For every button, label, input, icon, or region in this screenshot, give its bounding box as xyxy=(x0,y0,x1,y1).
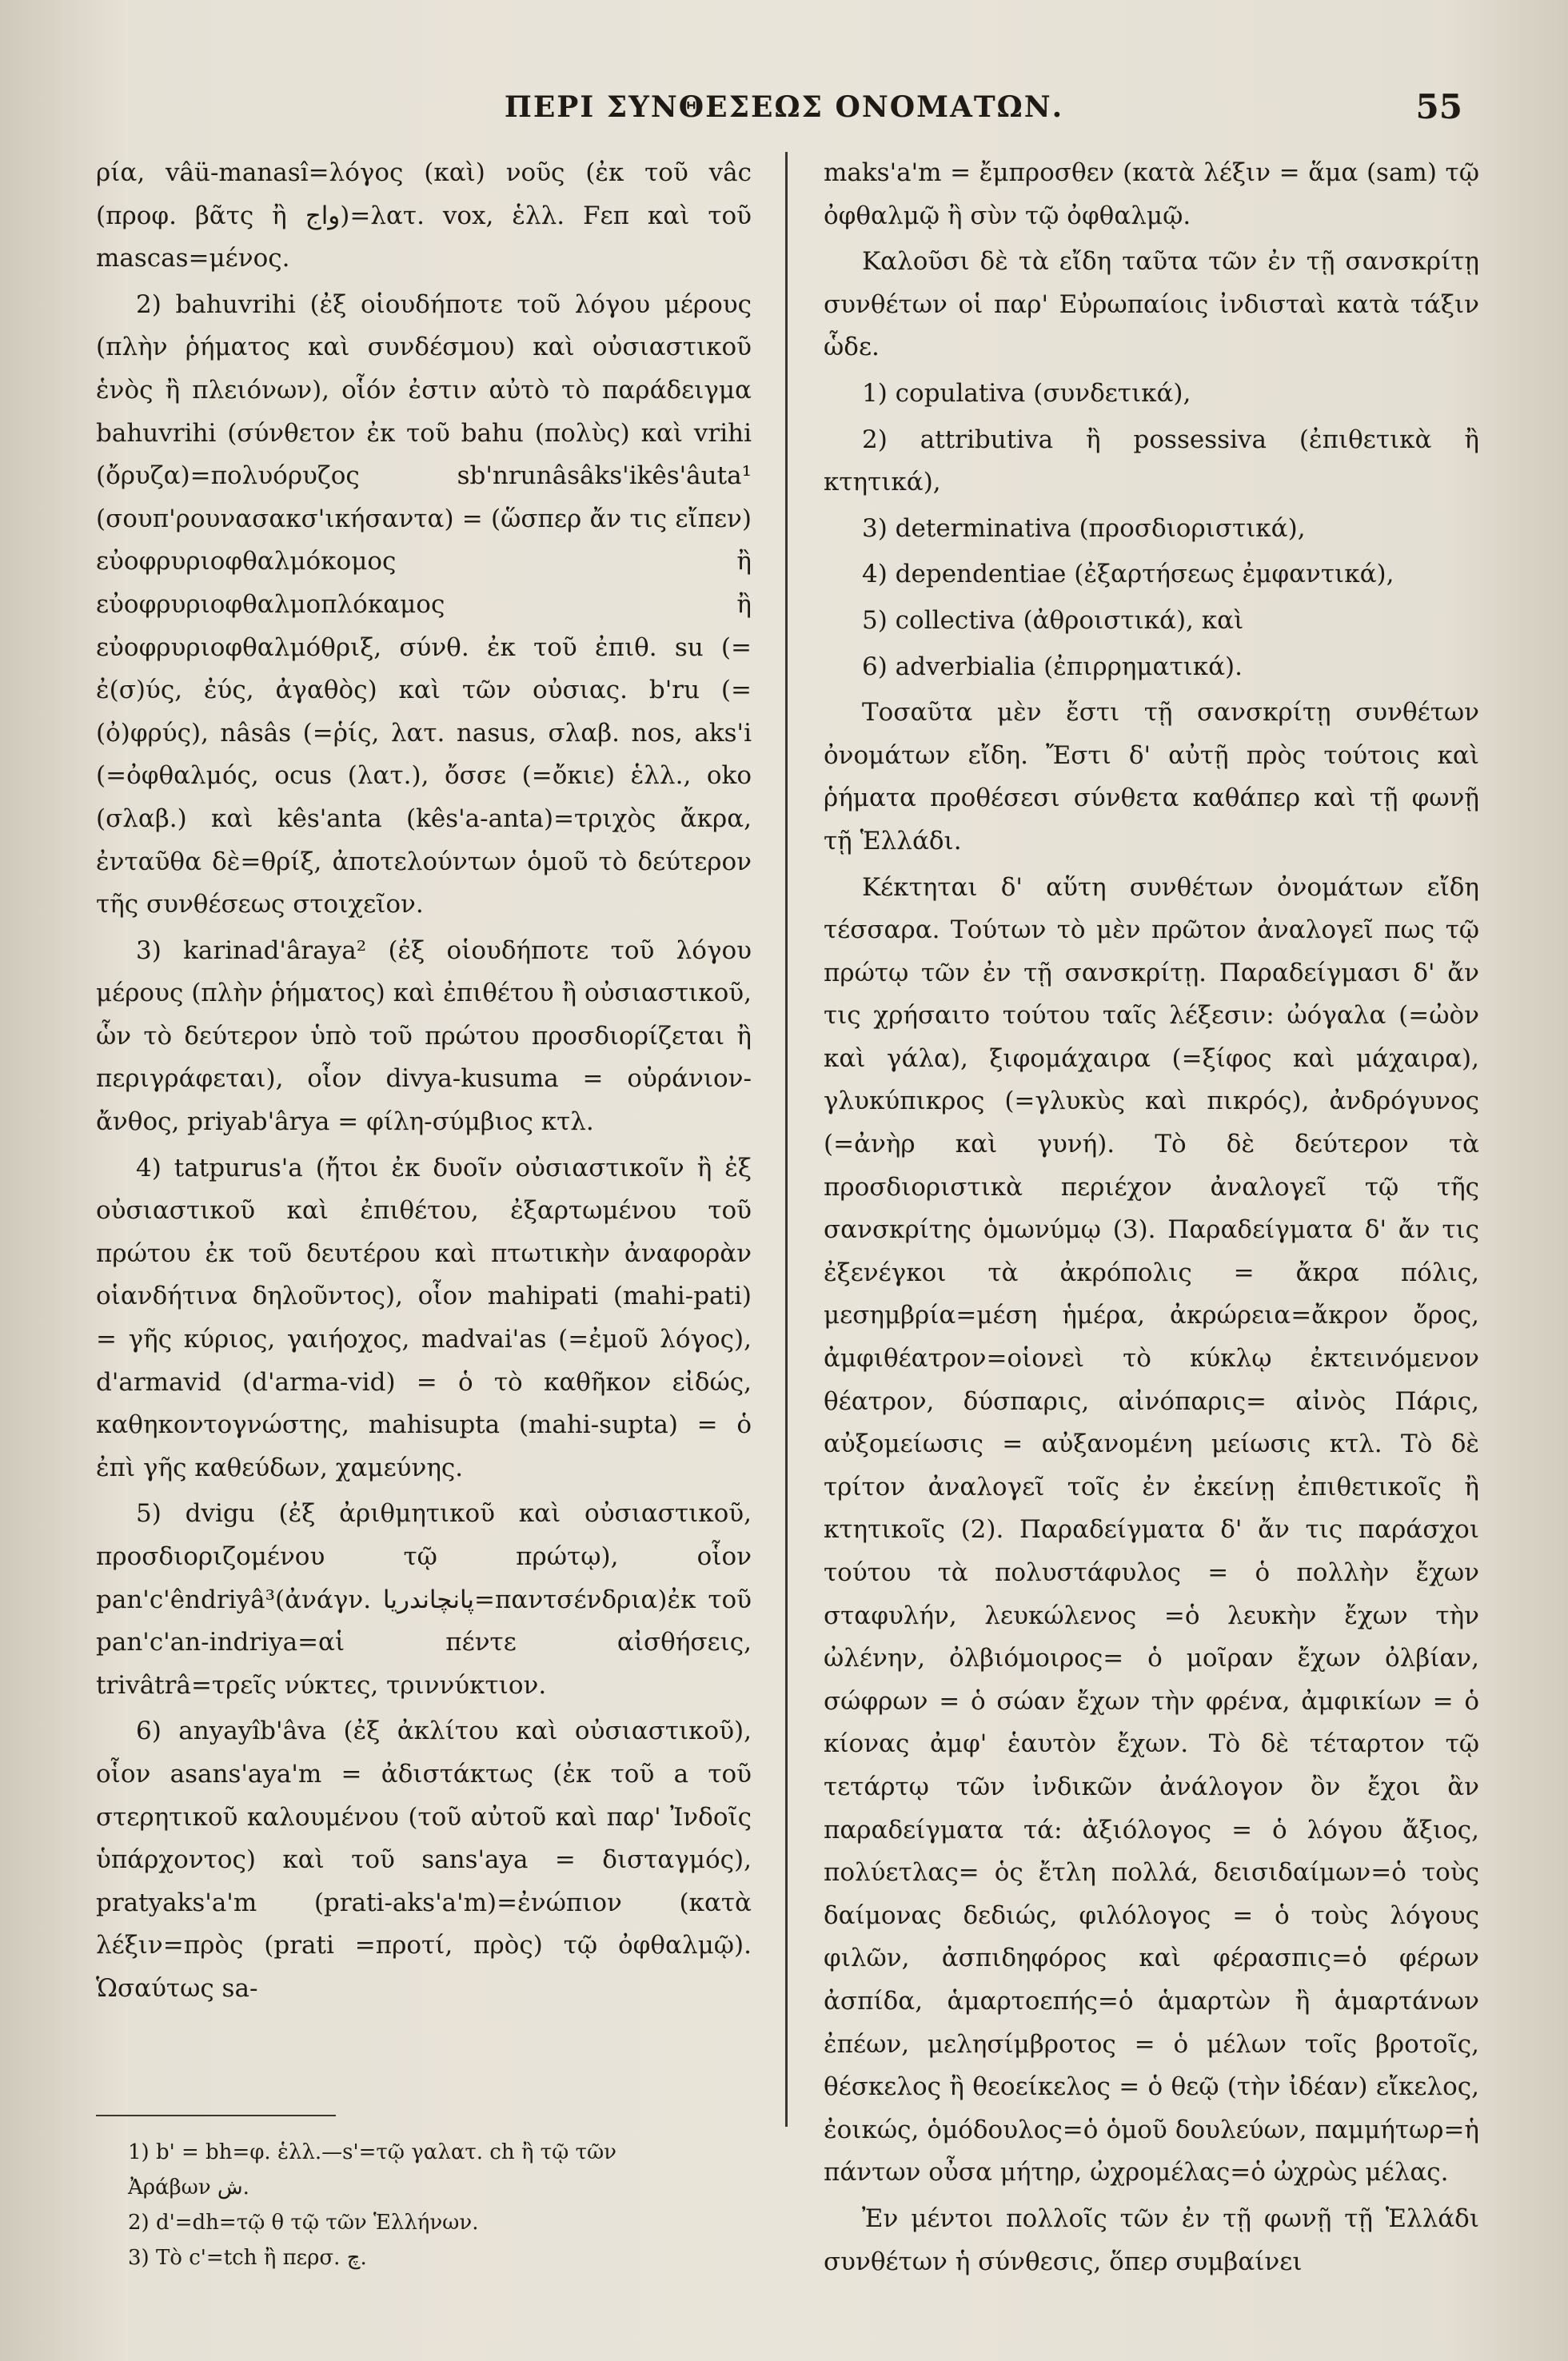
paragraph: Ἐν μέντοι πολλοῖς τῶν ἐν τῇ φωνῇ τῇ Ἑλλάδι συνθέτων ἡ σύνθεσις, ὅπερ συμβαίνει xyxy=(824,2203,1479,2276)
left-column xyxy=(96,152,752,2135)
list-item: 2) attributiva ἢ possessiva (ἐπιθετικὰ ἢ κτητικά), xyxy=(824,425,1479,497)
page-number: 55 xyxy=(1415,87,1462,126)
list-item: 4) dependentiae (ἐξαρτήσεως ἐμφαντικά), xyxy=(862,560,1394,589)
footnote: 1) b' = bh=φ. ἑλλ.—s'=τῷ γαλατ. ch ἢ τῷ τῶν Ἀράβων ش. xyxy=(128,2140,616,2199)
paragraph: Καλοῦσι δὲ τὰ εἴδη ταῦτα τῶν ἐν τῇ σανσκρίτῃ συνθέτων οἱ παρ' Εὐρωπαίοις ἰνδισταὶ κατὰ τάξιν ὧδε. xyxy=(824,247,1479,362)
paragraph: 2) bahuvrihi (ἐξ οἱουδήποτε τοῦ λόγου μέρους (πλὴν ῥήματος καὶ συνδέσμου) καὶ οὐσιαστικοῦ ἑνὸς ἢ πλειόνων), οἷόν ἐστιν αὐτὸ τὸ παράδειγμα bahuvrihi (σύνθετον ἐκ τοῦ bahu (πολὺς) καὶ vrihi (ὄρυζα)=πολυόρυζος sb'nrunâsâks'ikês'âuta¹ (σουπ'ρουνασακσ'ικήσαντα) = (ὥσπερ ἄν τις εἴπεν) εὐοφρυριοφθαλμόκομος ἢ εὐοφρυριοφθαλμοπλόκαμος ἢ εὐοφρυριοφθαλμόθριξ, σύνθ. ἐκ τοῦ ἐπιθ. su (= ἐ(σ)ύς, ἐύς, ἀγαθὸς) καὶ τῶν οὐσιας. b'ru (=(ὀ)φρύς), nâsâs (=ῥίς, λατ. nasus, σλαβ. nos, aks'i (=ὀφθαλμός, ocus (λατ.), ὄσσε (=ὄκιε) ἑλλ., oko (σλαβ.) καὶ kês'anta (kês'a-anta)=τριχὸς ἄκρα, ἐνταῦθα δὲ=θρίξ, ἀποτελούντων ὁμοῦ τὸ δεύτερον τῆς συνθέσεως στοιχεῖον. xyxy=(96,289,752,919)
paragraph: 4) tatpurus'a (ἤτοι ἐκ δυοῖν οὐσιαστικοῖν ἢ ἐξ οὐσιαστικοῦ καὶ ἐπιθέτου, ἐξαρτωμένου τοῦ πρώτου ἐκ τοῦ δευτέρου καὶ πτωτικὴν ἀναφορὰν οἱανδήτινα δηλοῦντος), οἷον mahipati (mahi-pati) = γῆς κύριος, γαιήοχος, madvai'as (=ἐμοῦ λόγος), d'armavid (d'arma-vid) = ὁ τὸ καθῆκον εἰδώς, καθηκοντογνώστης, mahisupta (mahi-supta) = ὁ ἐπὶ γῆς καθεύδων, χαμεύνης. xyxy=(96,1153,752,1482)
paragraph: 5) dvigu (ἐξ ἀριθμητικοῦ καὶ οὐσιαστικοῦ, προσδιοριζομένου τῷ πρώτῳ), οἷον pan'c'êndriyâ³(ἀνάγν. پانچاندریا=παντσένδρια)ἐκ τοῦ pan'c'an-indriya=αἱ πέντε αἰσθήσεις, trivâtrâ=τρεῖς νύκτες, τριννύκτιον. xyxy=(96,1499,752,1700)
list-item: 6) adverbialia (ἐπιρρηματικά). xyxy=(862,652,1243,681)
running-title: ΠΕΡΙ ΣΥΝΘΕΣΕΩΣ ΟΝΟΜΑΤΩΝ. xyxy=(504,90,1064,124)
paragraph: ρία, vâü-manasî=λόγος (καὶ) νοῦς (ἐκ τοῦ vâc (προφ. βᾶτς ἢ واج)=λατ. vox, ἑλλ. Fεπ καὶ τοῦ mascas=μένος. xyxy=(96,158,752,273)
running-head xyxy=(88,84,1480,132)
column-divider xyxy=(785,152,788,2127)
paragraph: maks'a'm = ἔμπροσθεν (κατὰ λέξιν = ἅμα (sam) τῷ ὀφθαλμῷ ἢ σὺν τῷ ὀφθαλμῷ. xyxy=(824,158,1479,230)
paragraph: Τοσαῦτα μὲν ἔστι τῇ σανσκρίτῃ συνθέτων ὀνομάτων εἴδη. Ἔστι δ' αὐτῇ πρὸς τούτοις καὶ ῥήματα προθέσεσι σύνθετα καθάπερ καὶ τῇ φωνῇ τῇ Ἑλλάδι. xyxy=(824,698,1479,855)
right-column xyxy=(824,152,1479,2276)
footnote: 3) Τὸ c'=tch ἢ περσ. چ. xyxy=(128,2246,367,2270)
footnote: 2) d'=dh=τῷ θ τῷ τῶν Ἑλλήνων. xyxy=(128,2211,479,2235)
list-item: 5) collectiva (ἀθροιστικά), καὶ xyxy=(862,605,1244,635)
footnote-rule xyxy=(96,2115,336,2116)
list-item: 1) copulativa (συνδετικά), xyxy=(862,378,1191,408)
paragraph: Κέκτηται δ' αὕτη συνθέτων ὀνομάτων εἴδη τέσσαρα. Τούτων τὸ μὲν πρῶτον ἀναλογεῖ πως τῷ πρώτῳ τῶν ἐν τῇ σανσκρίτῃ. Παραδείγμασι δ' ἄν τις χρήσαιτο τούτου ταῖς λέξεσιν: ὠόγαλα (=ὠὸν καὶ γάλα), ξιφομάχαιρα (=ξίφος καὶ μάχαιρα), γλυκύπικρος (=γλυκὺς καὶ πικρός), ἀνδρόγυνος (=ἀνὴρ καὶ γυνή). Τὸ δὲ δεύτερον τὰ προσδιοριστικὰ περιέχον ἀναλογεῖ τῷ τῆς σανσκρίτης ὁμωνύμῳ (3). Παραδείγματα δ' ἄν τις ἐξενέγκοι τὰ ἀκρόπολις = ἄκρα πόλις, μεσημβρία=μέση ἡμέρα, ἀκρώρεια=ἄκρον ὄρος, ἀμφιθέατρον=οἱονεὶ τὸ κύκλῳ ἐκτεινόμενον θέατρον, δύσπαρις, αἰνόπαρις= αἰνὸς Πάρις, αὐξομείωσις = αὐξανομένη μείωσις κτλ. Τὸ δὲ τρίτον ἀναλογεῖ τοῖς ἐν ἐκείνῃ ἐπιθετικοῖς ἢ κτητικοῖς (2). Παραδείγματα δ' ἄν τις παράσχοι τούτου τὰ πολυστάφυλος = ὁ πολλὴν ἔχων σταφυλήν, λευκώλενος =ὁ λευκὴν ἔχων τὴν ὠλένην, ὀλβιόμοιρος= ὁ μοῖραν ἔχων ὀλβίαν, σώφρων = ὁ σώαν ἔχων τὴν φρένα, ἀμφικίων = ὁ κίονας ἀμφ' ἑαυτὸν ἔχων. Τὸ δὲ τέταρτον τῷ τετάρτῳ τῶν ἰνδικῶν ἀνάλογον ὂν ἔχοι ἂν παραδείγματα τά: ἀξιόλογος = ὁ λόγου ἄξιος, πολύετλας= ὁς ἔτλη πολλά, δεισιδαίμων=ὁ τοὺς δαίμονας δεδιώς, φιλόλογος = ὁ τοὺς λόγους φιλῶν, ἀσπιδηφόρος καὶ φέρασπις=ὁ φέρων ἀσπίδα, ἁμαρτοεπής=ὁ ἁμαρτὼν ἢ ἁμαρτάνων ἐπέων, μελησίμβροτος = ὁ μέλων τοῖς βροτοῖς, θέσκελος ἢ θεοείκελος = ὁ θεῷ (τὴν ἰδέαν) εἴκελος, ἐοικώς, ὁμόδουλος=ὁ ὁμοῦ δουλεύων, παμμήτωρ=ἡ πάντων οὖσα μήτηρ, ὠχρομέλας=ὁ ὠχρὼς μέλας. xyxy=(824,872,1479,2188)
paragraph: 6) anyayîb'âva (ἐξ ἀκλίτου καὶ οὐσιαστικοῦ), οἷον asans'aya'm = ἀδιστάκτως (ἐκ τοῦ a τοῦ στερητικοῦ καλουμένου (τοῦ αὐτοῦ καὶ παρ' Ἰνδοῖς ὑπάρχοντος) καὶ τοῦ sans'aya = δισταγμός), pratyaks'a'm (prati-aks'a'm)=ἐνώπιον (κατὰ λέξιν=πρὸς (prati =προτί, πρὸς) τῷ ὀφθαλμῷ). Ὡσαύτως sa- xyxy=(96,1717,752,2003)
footnotes xyxy=(128,2135,688,2275)
list-item: 3) determinativa (προσδιοριστικά), xyxy=(862,513,1306,543)
paragraph: 3) karinad'âraya² (ἐξ οἱουδήποτε τοῦ λόγου μέρους (πλὴν ῥήματος) καὶ ἐπιθέτου ἢ οὐσιαστικοῦ, ὧν τὸ δεύτερον ὑπὸ τοῦ πρώτου προσδιορίζεται ἢ περιγράφεται), οἷον divya-kusuma = οὐράνιον-ἄνθος, priyab'ârya = φίλη-σύμβιος κτλ. xyxy=(96,935,752,1137)
